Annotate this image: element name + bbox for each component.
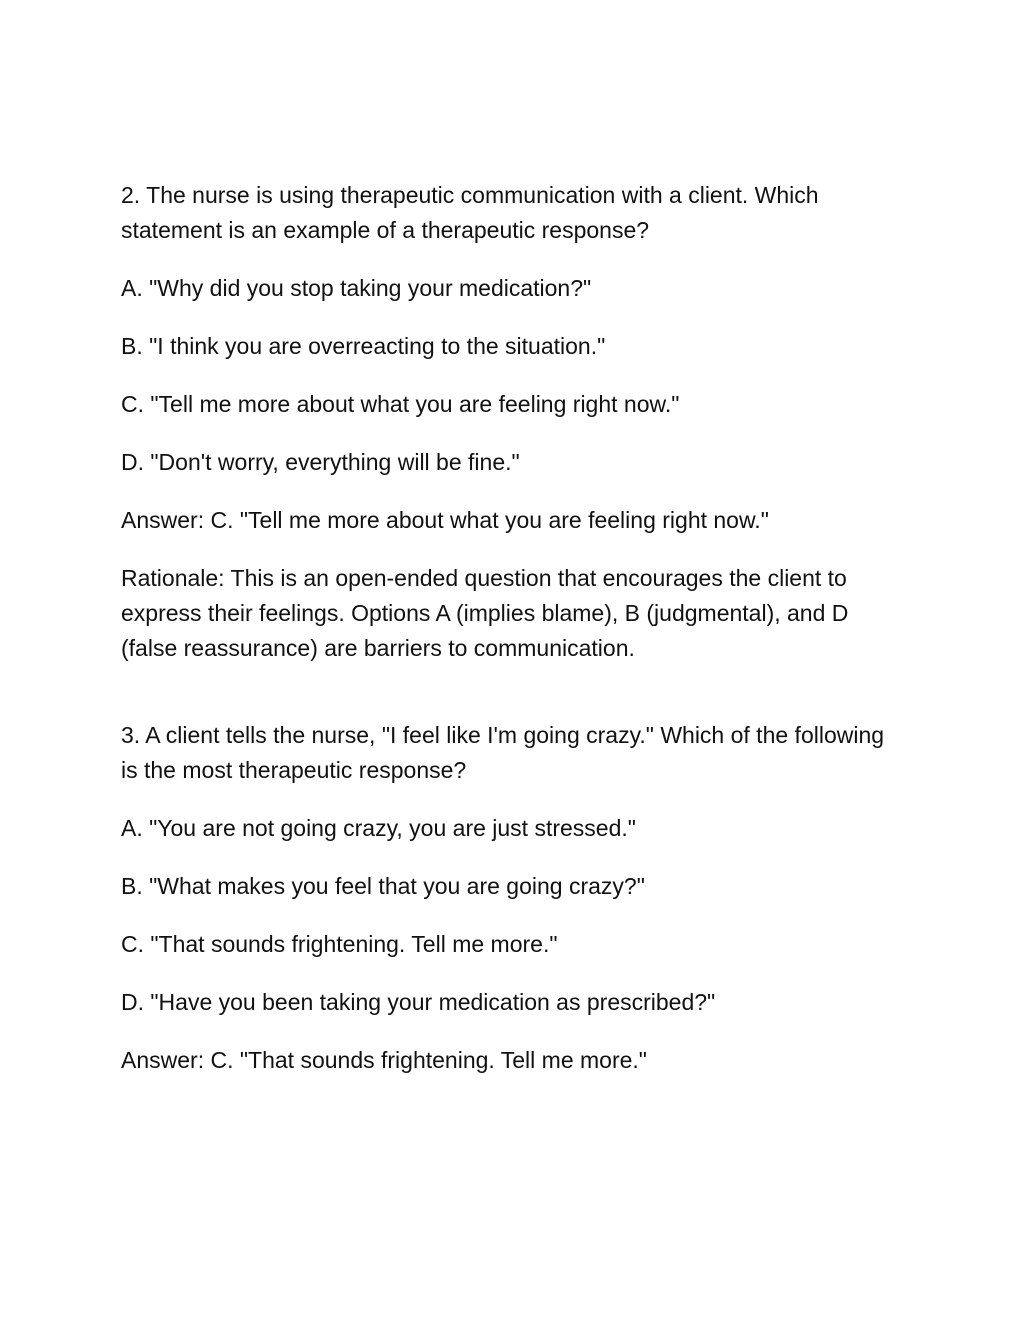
document-content — [121, 0, 901, 1078]
option-a: A. "Why did you stop taking your medication?" — [121, 275, 592, 301]
option-d: D. "Don't worry, everything will be fine." — [121, 449, 520, 475]
answer-line: Answer: C. "That sounds frightening. Tell me more." — [121, 1047, 647, 1073]
option-b: B. "I think you are overreacting to the situation." — [121, 333, 606, 359]
question-3 — [121, 666, 901, 1078]
question-2 — [121, 0, 901, 666]
option-d: D. "Have you been taking your medication as prescribed?" — [121, 989, 716, 1015]
question-stem: 2. The nurse is using therapeutic communication with a client. Which statement is an example of a therapeutic response? — [121, 182, 819, 243]
question-stem: 3. A client tells the nurse, "I feel like I'm going crazy." Which of the following is the most therapeutic response? — [121, 722, 885, 783]
answer-line: Answer: C. "Tell me more about what you are feeling right now." — [121, 507, 769, 533]
option-c: C. "Tell me more about what you are feeling right now." — [121, 391, 680, 417]
rationale-text: Rationale: This is an open-ended question that encourages the client to express their feelings. Options A (implies blame), B (judgmental), and D (false reassurance) are barriers to communication. — [121, 565, 849, 661]
option-c: C. "That sounds frightening. Tell me more." — [121, 931, 558, 957]
option-b: B. "What makes you feel that you are going crazy?" — [121, 873, 645, 899]
option-a: A. "You are not going crazy, you are just stressed." — [121, 815, 636, 841]
